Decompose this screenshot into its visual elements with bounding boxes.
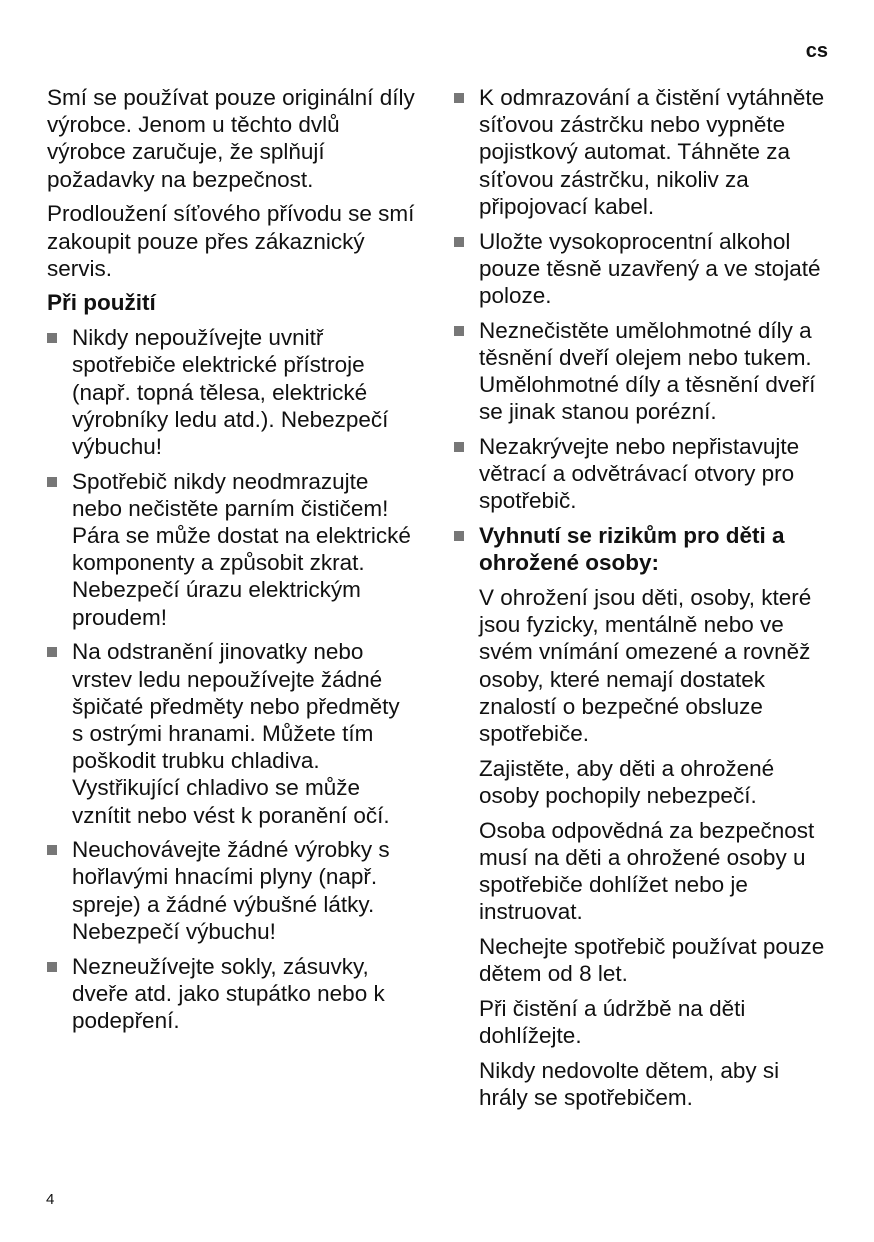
list-item [47,953,417,1035]
square-bullet-icon [47,845,57,855]
language-code: cs [805,40,828,62]
square-bullet-icon [454,237,464,247]
list-item-text: Uložte vysokoprocentní alkohol pouze těsně uzavřený a ve stojaté poloze. [479,228,821,308]
list-item [47,324,417,460]
list-item-text: Neznečistěte umělohmotné díly a těsnění dveří olejem nebo tukem. Umělohmotné díly a těsnění dveří se jinak stanou porézní. [479,317,816,425]
list-item [47,638,417,828]
square-bullet-icon [454,93,464,103]
square-bullet-icon [47,477,57,487]
children-safety-paragraph: Osoba odpovědná za bezpečnost musí na děti a ohrožené osoby u spotřebiče dohlížet nebo je instruovat. [479,817,815,925]
list-item [454,317,832,426]
children-safety-paragraph: V ohrožení jsou děti, osoby, které jsou fyzicky, mentálně nebo ve svém vnímání omezené a rovněž osoby, které nemají dostatek znalostí o bezpečné obsluze spotřebiče. [479,584,812,746]
section-heading: Při použití [47,290,156,316]
square-bullet-icon [47,962,57,972]
list-item-text: Na odstranění jinovatky nebo vrstev ledu nepoužívejte žádné špičaté předměty nebo předměty s ostrými hranami. Můžete tím poškodit trubku chladiva. Vystřikující chladivo se může vznítit nebo vést k poranění očí. [72,639,400,828]
list-item-text: Spotřebič nikdy neodmrazujte nebo nečistěte parním čističem! Pára se může dostat na elektrické komponenty a způsobit zkrat. Nebezpečí úrazu elektrickým proudem! [72,468,411,630]
page-number: 4 [46,1191,55,1208]
list-item [47,836,417,945]
list-item [454,84,832,220]
list-item-text: Neuchovávejte žádné výrobky s hořlavými hnacími plyny (např. spreje) a žádné výbušné látky. Nebezpečí výbuchu! [72,837,390,944]
list-item-text: Nezneužívejte sokly, zásuvky, dveře atd. jako stupátko nebo k podepření. [72,953,385,1033]
warning-list [47,324,417,1034]
list-item [47,468,417,631]
children-safety-paragraph: Při čistění a údržbě na děti dohlížejte. [479,995,746,1048]
children-safety-paragraph: Nechejte spotřebič používat pouze dětem od 8 let. [479,933,825,987]
square-bullet-icon [454,531,464,541]
right-column [454,84,832,1119]
left-column [47,84,417,1042]
list-item-text: K odmrazování a čistění vytáhněte síťovou zástrčku nebo vypněte pojistkový automat. Táhněte za síťovou zástrčku, nikoliv za připojovací kabel. [479,85,825,219]
children-safety-paragraph: Nikdy nedovolte dětem, aby si hrály se spotřebičem. [479,1057,780,1110]
square-bullet-icon [454,442,464,452]
list-item-text: Nezakrývejte nebo nepřistavujte větrací a odvětrávací otvory pro spotřebič. [479,433,800,514]
children-safety-item [454,522,832,1111]
square-bullet-icon [454,326,464,336]
warning-list [454,84,832,1111]
list-item-text: Nikdy nepoužívejte uvnitř spotřebiče elektrické přístroje (např. topná tělesa, elektrické výrobníky ledu atd.). Nebezpečí výbuchu! [72,325,389,459]
list-item [454,433,832,515]
children-safety-paragraph: Zajistěte, aby děti a ohrožené osoby pochopily nebezpečí. [479,755,775,808]
square-bullet-icon [47,333,57,343]
intro-paragraph: Prodloužení síťového přívodu se smí zakoupit pouze přes zákaznický servis. [47,201,415,281]
children-safety-title: Vyhnutí se rizikům pro děti a ohrožené osoby: [479,523,785,576]
square-bullet-icon [47,647,57,657]
list-item [454,228,832,310]
intro-paragraph: Smí se používat pouze originální díly výrobce. Jenom u těchto dvlů výrobce zaručuje, že splňují požadavky na bezpečnost. [47,85,415,192]
